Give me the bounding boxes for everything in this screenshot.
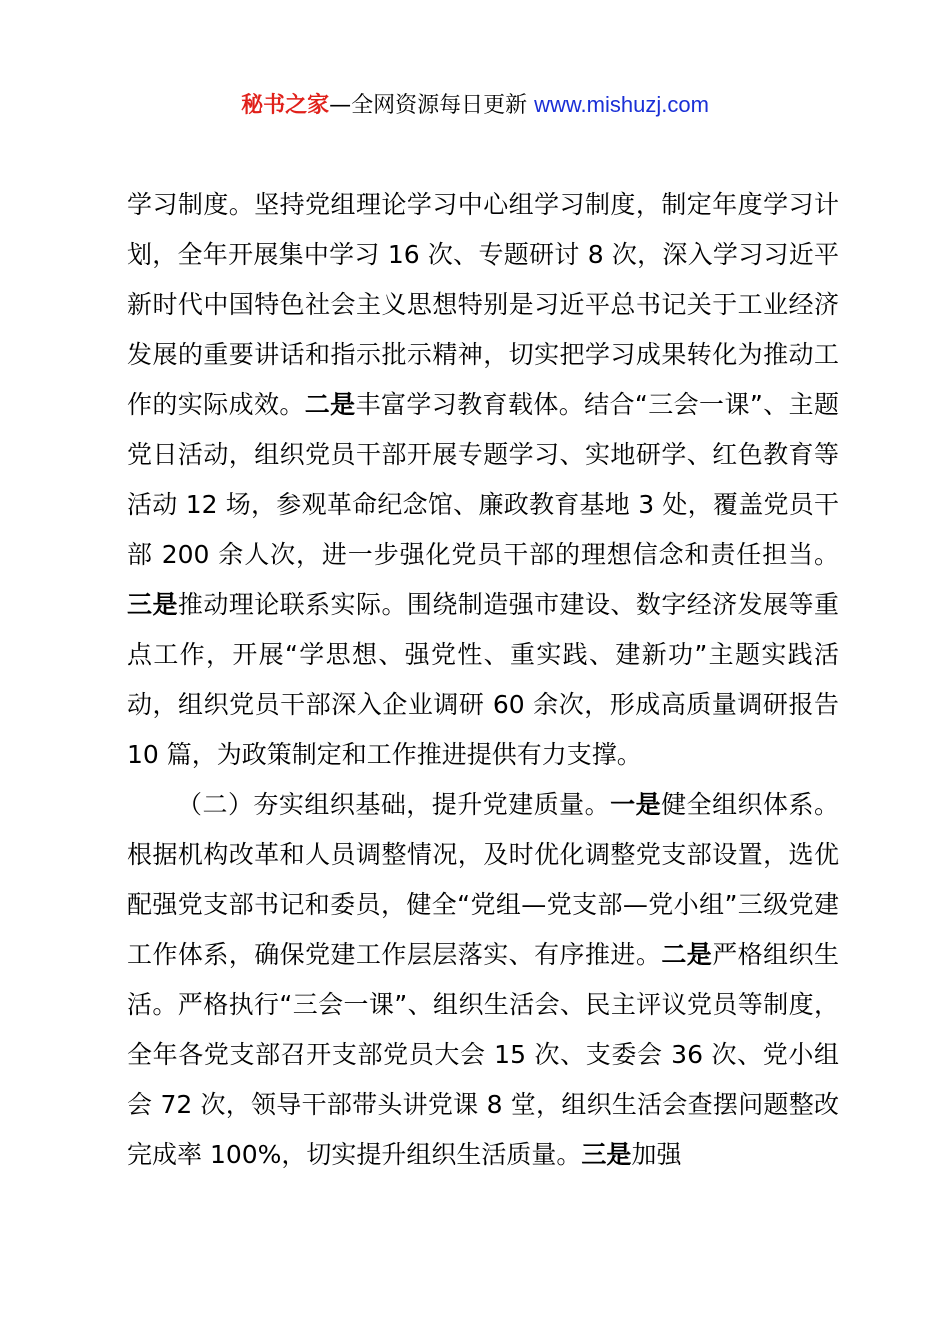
section-heading: （二）夯实组织基础，提升党建质量。 bbox=[177, 790, 611, 819]
paragraph-text: 健全组织体系。根据机构改革和人员调整情况，及时优化调整党支部设置，选优配强党支部书记和委员，健全“党组—党支部—党小组”三级党建工作体系，确保党建工作层层落实、有序推进。 bbox=[127, 790, 839, 969]
bold-ordinal: 一是 bbox=[610, 790, 662, 819]
bold-ordinal: 二是 bbox=[661, 940, 713, 969]
bold-ordinal: 二是 bbox=[304, 390, 356, 419]
paragraph-text: 推动理论联系实际。围绕制造强市建设、数字经济发展等重点工作，开展“学思想、强党性、重实践、建新功”主题实践活动，组织党员干部深入企业调研 60 余次，形成高质量调研报告 10 篇，为政策制定和工作推进提供有力支撑。 bbox=[127, 590, 839, 769]
site-tagline: —全网资源每日更新 bbox=[329, 93, 535, 118]
site-url-link[interactable]: www.mishuzj.com bbox=[534, 92, 709, 117]
bold-ordinal: 三是 bbox=[581, 1140, 632, 1169]
paragraph-text: 严格组织生活。严格执行“三会一课”、组织生活会、民主评议党员等制度，全年各党支部召开支部党员大会 15 次、支委会 36 次、党小组会 72 次，领导干部带头讲党课 8 堂，组织生活会查摆问题整改完成率 100%，切实提升组织生活质量。 bbox=[127, 940, 839, 1169]
paragraph-text: 学习制度。坚持党组理论学习中心组学习制度，制定年度学习计划，全年开展集中学习 16 次、专题研讨 8 次，深入学习习近平新时代中国特色社会主义思想特别是习近平总书记关于工业经济发展的重要讲话和指示批示精神，切实把学习成果转化为推动工作的实际成效。 bbox=[127, 190, 839, 419]
bold-ordinal: 三是 bbox=[127, 590, 178, 619]
paragraph-text: 丰富学习教育载体。结合“三会一课”、主题党日活动，组织党员干部开展专题学习、实地研学、红色教育等活动 12 场，参观革命纪念馆、廉政教育基地 3 处，覆盖党员干部 200 余人次，进一步强化党员干部的理想信念和责任担当。 bbox=[127, 390, 839, 569]
site-header bbox=[0, 88, 950, 123]
site-brand: 秘书之家 bbox=[241, 93, 330, 118]
paragraph bbox=[127, 180, 839, 780]
paragraph-text: 加强 bbox=[631, 1140, 682, 1169]
paragraph bbox=[127, 780, 839, 1180]
document-body bbox=[127, 180, 839, 1180]
